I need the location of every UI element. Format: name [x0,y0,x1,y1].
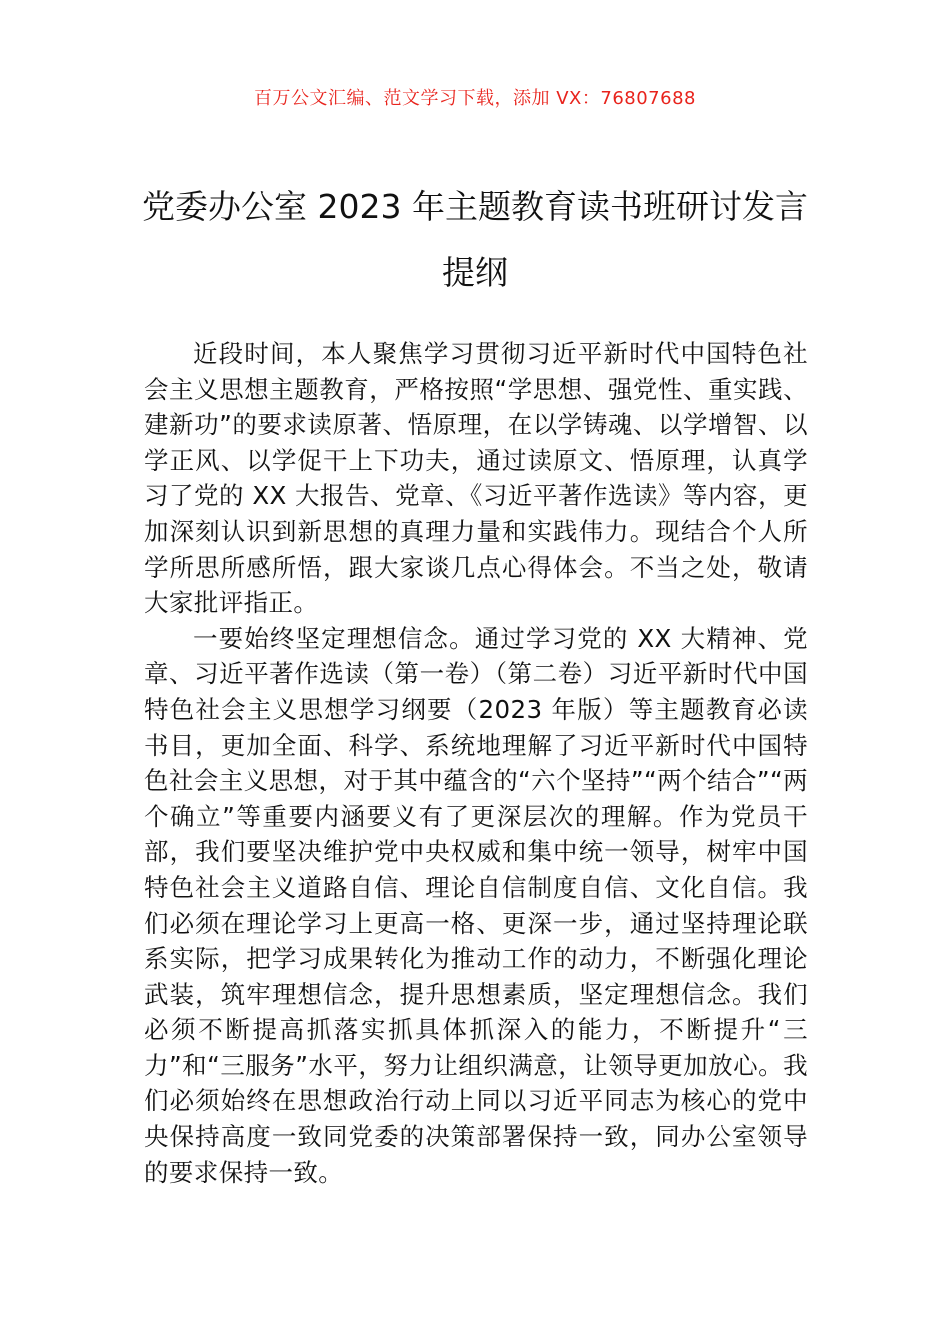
paragraph-point-one: 一要始终坚定理想信念。通过学习党的 XX 大精神、党章、习近平著作选读（第一卷）（第二卷）习近平新时代中国特色社会主义思想学习纲要（2023 年版）等主题教育必读书目，更加全面、科学、系统地理解了习近平新时代中国特色社会主义思想，对于其中蕴含的“六个坚持”“两个结合”“两个确立”等重要内涵要义有了更深层次的理解。作为党员干部，我们要坚决维护党中央权威和集中统一领导，树牢中国特色社会主义道路自信、理论自信制度自信、文化自信。我们必须在理论学习上更高一格、更深一步，通过坚持理论联系实际，把学习成果转化为推动工作的动力，不断强化理论武装，筑牢理想信念，提升思想素质，坚定理想信念。我们必须不断提高抓落实抓具体抓深入的能力，不断提升“三力”和“三服务”水平，努力让组织满意，让领导更加放心。我们必须始终在思想政治行动上同以习近平同志为核心的党中央保持高度一致同党委的决策部署保持一致，同办公室领导的要求保持一致。 [144,623,808,1187]
paragraph-intro: 近段时间，本人聚焦学习贯彻习近平新时代中国特色社会主义思想主题教育，严格按照“学思想、强党性、重实践、建新功”的要求读原著、悟原理，在以学铸魂、以学增智、以学正风、以学促干上下功夫，通过读原文、悟原理，认真学习了党的 XX 大报告、党章、《习近平著作选读》等内容，更加深刻认识到新思想的真理力量和实践伟力。现结合个人所学所思所感所悟，跟大家谈几点心得体会。不当之处，敬请大家批评指正。 [144,339,808,618]
watermark-header: 百万公文汇编、范文学习下载，添加 VX：76807688 [254,88,696,109]
document-title: 党委办公室 2023 年主题教育读书班研讨发言提纲 [142,187,808,292]
document-body [144,336,808,1190]
